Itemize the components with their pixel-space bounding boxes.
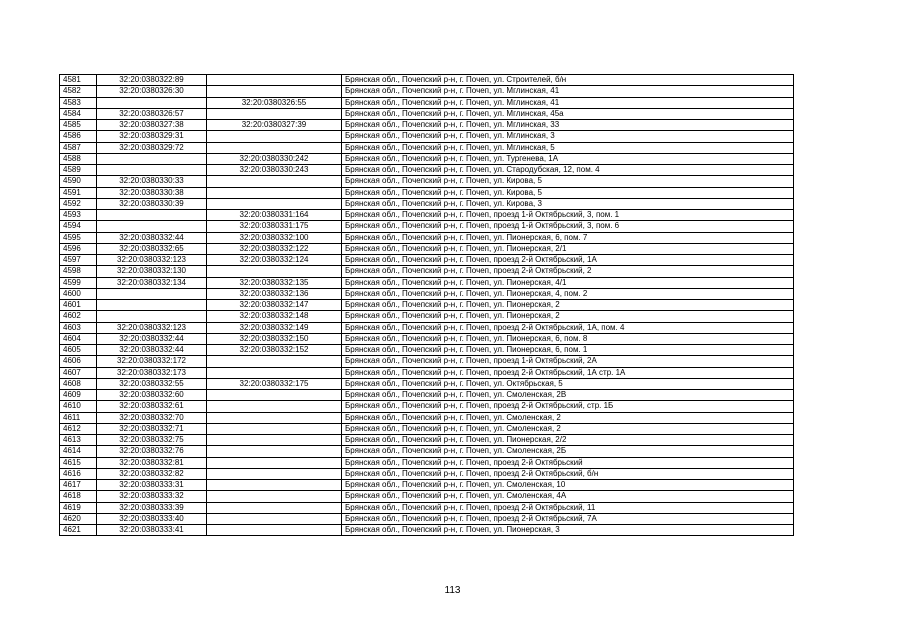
- address-cell: Брянская обл., Почепский р-н, г. Почеп, ул. Тургенева, 1А: [342, 153, 794, 164]
- cadastral-number-cell: 32:20:0380332:75: [97, 435, 207, 446]
- row-number-cell: 4594: [60, 221, 97, 232]
- object-cadastral-number-cell: [207, 75, 342, 86]
- cadastral-number-cell: [97, 153, 207, 164]
- object-cadastral-number-cell: [207, 187, 342, 198]
- object-cadastral-number-cell: [207, 356, 342, 367]
- table-row: [60, 142, 794, 153]
- address-cell: Брянская обл., Почепский р-н, г. Почеп, ул. Мглинская, 45а: [342, 108, 794, 119]
- cadastral-number-cell: [97, 300, 207, 311]
- row-number-cell: 4602: [60, 311, 97, 322]
- table-row: [60, 97, 794, 108]
- row-number-cell: 4583: [60, 97, 97, 108]
- row-number-cell: 4620: [60, 513, 97, 524]
- table-row: [60, 311, 794, 322]
- address-cell: Брянская обл., Почепский р-н, г. Почеп, ул. Пионерская, 6, пом. 1: [342, 345, 794, 356]
- address-cell: Брянская обл., Почепский р-н, г. Почеп, ул. Пионерская, 2: [342, 311, 794, 322]
- table-row: [60, 176, 794, 187]
- cadastral-number-cell: 32:20:0380332:134: [97, 277, 207, 288]
- table-row: [60, 356, 794, 367]
- object-cadastral-number-cell: [207, 446, 342, 457]
- cadastral-number-cell: 32:20:0380322:89: [97, 75, 207, 86]
- object-cadastral-number-cell: 32:20:0380330:242: [207, 153, 342, 164]
- cadastral-number-cell: 32:20:0380332:71: [97, 423, 207, 434]
- object-cadastral-number-cell: 32:20:0380327:39: [207, 120, 342, 131]
- object-cadastral-number-cell: [207, 142, 342, 153]
- table-row: [60, 198, 794, 209]
- address-cell: Брянская обл., Почепский р-н, г. Почеп, ул. Пионерская, 2/2: [342, 435, 794, 446]
- row-number-cell: 4581: [60, 75, 97, 86]
- cadastral-number-cell: 32:20:0380332:76: [97, 446, 207, 457]
- table-row: [60, 86, 794, 97]
- cadastral-number-cell: [97, 288, 207, 299]
- address-cell: Брянская обл., Почепский р-н, г. Почеп, ул. Кирова, 5: [342, 176, 794, 187]
- cadastral-number-cell: 32:20:0380332:70: [97, 412, 207, 423]
- object-cadastral-number-cell: 32:20:0380332:147: [207, 300, 342, 311]
- object-cadastral-number-cell: [207, 108, 342, 119]
- table-row: [60, 525, 794, 536]
- cadastral-number-cell: 32:20:0380329:72: [97, 142, 207, 153]
- cadastral-number-cell: 32:20:0380332:65: [97, 243, 207, 254]
- row-number-cell: 4589: [60, 165, 97, 176]
- cadastral-number-cell: 32:20:0380333:41: [97, 525, 207, 536]
- row-number-cell: 4587: [60, 142, 97, 153]
- cadastral-number-cell: 32:20:0380332:44: [97, 333, 207, 344]
- object-cadastral-number-cell: [207, 457, 342, 468]
- table-row: [60, 221, 794, 232]
- cadastral-number-cell: 32:20:0380330:33: [97, 176, 207, 187]
- address-cell: Брянская обл., Почепский р-н, г. Почеп, ул. Пионерская, 6, пом. 7: [342, 232, 794, 243]
- table-row: [60, 120, 794, 131]
- table-row: [60, 435, 794, 446]
- registry-table: [59, 74, 794, 536]
- row-number-cell: 4596: [60, 243, 97, 254]
- address-cell: Брянская обл., Почепский р-н, г. Почеп, ул. Пионерская, 2: [342, 300, 794, 311]
- object-cadastral-number-cell: [207, 491, 342, 502]
- object-cadastral-number-cell: [207, 131, 342, 142]
- object-cadastral-number-cell: [207, 513, 342, 524]
- object-cadastral-number-cell: [207, 401, 342, 412]
- row-number-cell: 4607: [60, 367, 97, 378]
- row-number-cell: 4608: [60, 378, 97, 389]
- row-number-cell: 4593: [60, 210, 97, 221]
- row-number-cell: 4585: [60, 120, 97, 131]
- row-number-cell: 4615: [60, 457, 97, 468]
- table-row: [60, 131, 794, 142]
- object-cadastral-number-cell: 32:20:0380330:243: [207, 165, 342, 176]
- cadastral-number-cell: 32:20:0380326:30: [97, 86, 207, 97]
- cadastral-number-cell: 32:20:0380332:44: [97, 232, 207, 243]
- object-cadastral-number-cell: [207, 480, 342, 491]
- row-number-cell: 4610: [60, 401, 97, 412]
- row-number-cell: 4603: [60, 322, 97, 333]
- address-cell: Брянская обл., Почепский р-н, г. Почеп, ул. Пионерская, 2/1: [342, 243, 794, 254]
- object-cadastral-number-cell: [207, 176, 342, 187]
- table-row: [60, 457, 794, 468]
- row-number-cell: 4606: [60, 356, 97, 367]
- cadastral-number-cell: 32:20:0380333:32: [97, 491, 207, 502]
- address-cell: Брянская обл., Почепский р-н, г. Почеп, ул. Строителей, б/н: [342, 75, 794, 86]
- row-number-cell: 4621: [60, 525, 97, 536]
- object-cadastral-number-cell: 32:20:0380332:150: [207, 333, 342, 344]
- row-number-cell: 4614: [60, 446, 97, 457]
- table-row: [60, 108, 794, 119]
- cadastral-number-cell: 32:20:0380332:130: [97, 266, 207, 277]
- cadastral-number-cell: 32:20:0380332:123: [97, 255, 207, 266]
- row-number-cell: 4618: [60, 491, 97, 502]
- address-cell: Брянская обл., Почепский р-н, г. Почеп, ул. Мглинская, 41: [342, 86, 794, 97]
- table-row: [60, 345, 794, 356]
- cadastral-number-cell: 32:20:0380332:172: [97, 356, 207, 367]
- cadastral-number-cell: 32:20:0380333:40: [97, 513, 207, 524]
- cadastral-number-cell: 32:20:0380332:82: [97, 468, 207, 479]
- table-row: [60, 277, 794, 288]
- cadastral-number-cell: 32:20:0380333:39: [97, 502, 207, 513]
- table-row: [60, 266, 794, 277]
- address-cell: Брянская обл., Почепский р-н, г. Почеп, ул. Пионерская, 4, пом. 2: [342, 288, 794, 299]
- table-row: [60, 243, 794, 254]
- object-cadastral-number-cell: 32:20:0380332:100: [207, 232, 342, 243]
- row-number-cell: 4591: [60, 187, 97, 198]
- cadastral-number-cell: 32:20:0380332:55: [97, 378, 207, 389]
- object-cadastral-number-cell: 32:20:0380332:148: [207, 311, 342, 322]
- table-row: [60, 446, 794, 457]
- cadastral-number-cell: [97, 311, 207, 322]
- table-row: [60, 187, 794, 198]
- address-cell: Брянская обл., Почепский р-н, г. Почеп, ул. Смоленская, 2Б: [342, 446, 794, 457]
- cadastral-number-cell: 32:20:0380332:61: [97, 401, 207, 412]
- row-number-cell: 4592: [60, 198, 97, 209]
- object-cadastral-number-cell: 32:20:0380331:175: [207, 221, 342, 232]
- address-cell: Брянская обл., Почепский р-н, г. Почеп, ул. Пионерская, 6, пом. 8: [342, 333, 794, 344]
- address-cell: Брянская обл., Почепский р-н, г. Почеп, ул. Кирова, 5: [342, 187, 794, 198]
- address-cell: Брянская обл., Почепский р-н, г. Почеп, ул. Смоленская, 2: [342, 423, 794, 434]
- table-row: [60, 378, 794, 389]
- table-row: [60, 165, 794, 176]
- address-cell: Брянская обл., Почепский р-н, г. Почеп, проезд 2-й Октябрьский: [342, 457, 794, 468]
- cadastral-number-cell: [97, 97, 207, 108]
- row-number-cell: 4611: [60, 412, 97, 423]
- row-number-cell: 4616: [60, 468, 97, 479]
- cadastral-number-cell: 32:20:0380329:31: [97, 131, 207, 142]
- cadastral-number-cell: [97, 221, 207, 232]
- object-cadastral-number-cell: [207, 423, 342, 434]
- object-cadastral-number-cell: 32:20:0380332:124: [207, 255, 342, 266]
- address-cell: Брянская обл., Почепский р-н, г. Почеп, проезд 2-й Октябрьский, 11: [342, 502, 794, 513]
- table-row: [60, 491, 794, 502]
- object-cadastral-number-cell: [207, 502, 342, 513]
- table-row: [60, 153, 794, 164]
- cadastral-number-cell: [97, 210, 207, 221]
- page-number: 113: [444, 585, 461, 596]
- address-cell: Брянская обл., Почепский р-н, г. Почеп, ул. Мглинская, 3: [342, 131, 794, 142]
- object-cadastral-number-cell: [207, 435, 342, 446]
- row-number-cell: 4590: [60, 176, 97, 187]
- cadastral-number-cell: 32:20:0380332:173: [97, 367, 207, 378]
- table-row: [60, 423, 794, 434]
- address-cell: Брянская обл., Почепский р-н, г. Почеп, ул. Мглинская, 41: [342, 97, 794, 108]
- object-cadastral-number-cell: 32:20:0380332:152: [207, 345, 342, 356]
- row-number-cell: 4595: [60, 232, 97, 243]
- address-cell: Брянская обл., Почепский р-н, г. Почеп, проезд 2-й Октябрьский, стр. 1Б: [342, 401, 794, 412]
- table-row: [60, 255, 794, 266]
- object-cadastral-number-cell: [207, 198, 342, 209]
- address-cell: Брянская обл., Почепский р-н, г. Почеп, ул. Пионерская, 4/1: [342, 277, 794, 288]
- object-cadastral-number-cell: [207, 367, 342, 378]
- row-number-cell: 4601: [60, 300, 97, 311]
- object-cadastral-number-cell: 32:20:0380332:135: [207, 277, 342, 288]
- table-row: [60, 412, 794, 423]
- address-cell: Брянская обл., Почепский р-н, г. Почеп, ул. Мглинская, 33: [342, 120, 794, 131]
- row-number-cell: 4604: [60, 333, 97, 344]
- address-cell: Брянская обл., Почепский р-н, г. Почеп, проезд 2-й Октябрьский, 1А, пом. 4: [342, 322, 794, 333]
- address-cell: Брянская обл., Почепский р-н, г. Почеп, проезд 2-й Октябрьский, 1А стр. 1А: [342, 367, 794, 378]
- object-cadastral-number-cell: [207, 412, 342, 423]
- table-row: [60, 502, 794, 513]
- registry-table-body: [60, 75, 794, 536]
- row-number-cell: 4609: [60, 390, 97, 401]
- object-cadastral-number-cell: 32:20:0380331:164: [207, 210, 342, 221]
- address-cell: Брянская обл., Почепский р-н, г. Почеп, проезд 1-й Октябрьский, 3, пом. 6: [342, 221, 794, 232]
- address-cell: Брянская обл., Почепский р-н, г. Почеп, проезд 2-й Октябрьский, 2: [342, 266, 794, 277]
- address-cell: Брянская обл., Почепский р-н, г. Почеп, ул. Пионерская, 3: [342, 525, 794, 536]
- cadastral-number-cell: 32:20:0380327:38: [97, 120, 207, 131]
- table-row: [60, 232, 794, 243]
- object-cadastral-number-cell: [207, 266, 342, 277]
- table-row: [60, 322, 794, 333]
- table-row: [60, 333, 794, 344]
- cadastral-number-cell: [97, 165, 207, 176]
- row-number-cell: 4599: [60, 277, 97, 288]
- row-number-cell: 4586: [60, 131, 97, 142]
- row-number-cell: 4584: [60, 108, 97, 119]
- address-cell: Брянская обл., Почепский р-н, г. Почеп, проезд 2-й Октябрьский, б/н: [342, 468, 794, 479]
- address-cell: Брянская обл., Почепский р-н, г. Почеп, ул. Смоленская, 2: [342, 412, 794, 423]
- object-cadastral-number-cell: [207, 468, 342, 479]
- table-row: [60, 390, 794, 401]
- table-row: [60, 468, 794, 479]
- address-cell: Брянская обл., Почепский р-н, г. Почеп, проезд 2-й Октябрьский, 1А: [342, 255, 794, 266]
- object-cadastral-number-cell: 32:20:0380332:122: [207, 243, 342, 254]
- object-cadastral-number-cell: [207, 86, 342, 97]
- row-number-cell: 4613: [60, 435, 97, 446]
- address-cell: Брянская обл., Почепский р-н, г. Почеп, ул. Мглинская, 5: [342, 142, 794, 153]
- table-row: [60, 480, 794, 491]
- table-row: [60, 367, 794, 378]
- cadastral-number-cell: 32:20:0380332:60: [97, 390, 207, 401]
- object-cadastral-number-cell: 32:20:0380332:136: [207, 288, 342, 299]
- row-number-cell: 4612: [60, 423, 97, 434]
- address-cell: Брянская обл., Почепский р-н, г. Почеп, ул. Смоленская, 10: [342, 480, 794, 491]
- address-cell: Брянская обл., Почепский р-н, г. Почеп, ул. Кирова, 3: [342, 198, 794, 209]
- address-cell: Брянская обл., Почепский р-н, г. Почеп, проезд 1-й Октябрьский, 2А: [342, 356, 794, 367]
- cadastral-number-cell: 32:20:0380330:38: [97, 187, 207, 198]
- object-cadastral-number-cell: 32:20:0380326:55: [207, 97, 342, 108]
- table-row: [60, 401, 794, 412]
- address-cell: Брянская обл., Почепский р-н, г. Почеп, проезд 2-й Октябрьский, 7А: [342, 513, 794, 524]
- address-cell: Брянская обл., Почепский р-н, г. Почеп, ул. Смоленская, 4А: [342, 491, 794, 502]
- table-row: [60, 210, 794, 221]
- cadastral-number-cell: 32:20:0380332:44: [97, 345, 207, 356]
- table-row: [60, 300, 794, 311]
- row-number-cell: 4598: [60, 266, 97, 277]
- row-number-cell: 4582: [60, 86, 97, 97]
- row-number-cell: 4597: [60, 255, 97, 266]
- row-number-cell: 4617: [60, 480, 97, 491]
- table-row: [60, 75, 794, 86]
- object-cadastral-number-cell: [207, 525, 342, 536]
- object-cadastral-number-cell: 32:20:0380332:175: [207, 378, 342, 389]
- row-number-cell: 4600: [60, 288, 97, 299]
- cadastral-number-cell: 32:20:0380330:39: [97, 198, 207, 209]
- address-cell: Брянская обл., Почепский р-н, г. Почеп, ул. Смоленская, 2В: [342, 390, 794, 401]
- cadastral-number-cell: 32:20:0380326:57: [97, 108, 207, 119]
- row-number-cell: 4619: [60, 502, 97, 513]
- row-number-cell: 4605: [60, 345, 97, 356]
- table-row: [60, 288, 794, 299]
- object-cadastral-number-cell: [207, 390, 342, 401]
- address-cell: Брянская обл., Почепский р-н, г. Почеп, проезд 1-й Октябрьский, 3, пом. 1: [342, 210, 794, 221]
- table-row: [60, 513, 794, 524]
- address-cell: Брянская обл., Почепский р-н, г. Почеп, ул. Стародубская, 12, пом. 4: [342, 165, 794, 176]
- cadastral-number-cell: 32:20:0380332:81: [97, 457, 207, 468]
- cadastral-number-cell: 32:20:0380333:31: [97, 480, 207, 491]
- address-cell: Брянская обл., Почепский р-н, г. Почеп, ул. Октябрьская, 5: [342, 378, 794, 389]
- cadastral-number-cell: 32:20:0380332:123: [97, 322, 207, 333]
- object-cadastral-number-cell: 32:20:0380332:149: [207, 322, 342, 333]
- row-number-cell: 4588: [60, 153, 97, 164]
